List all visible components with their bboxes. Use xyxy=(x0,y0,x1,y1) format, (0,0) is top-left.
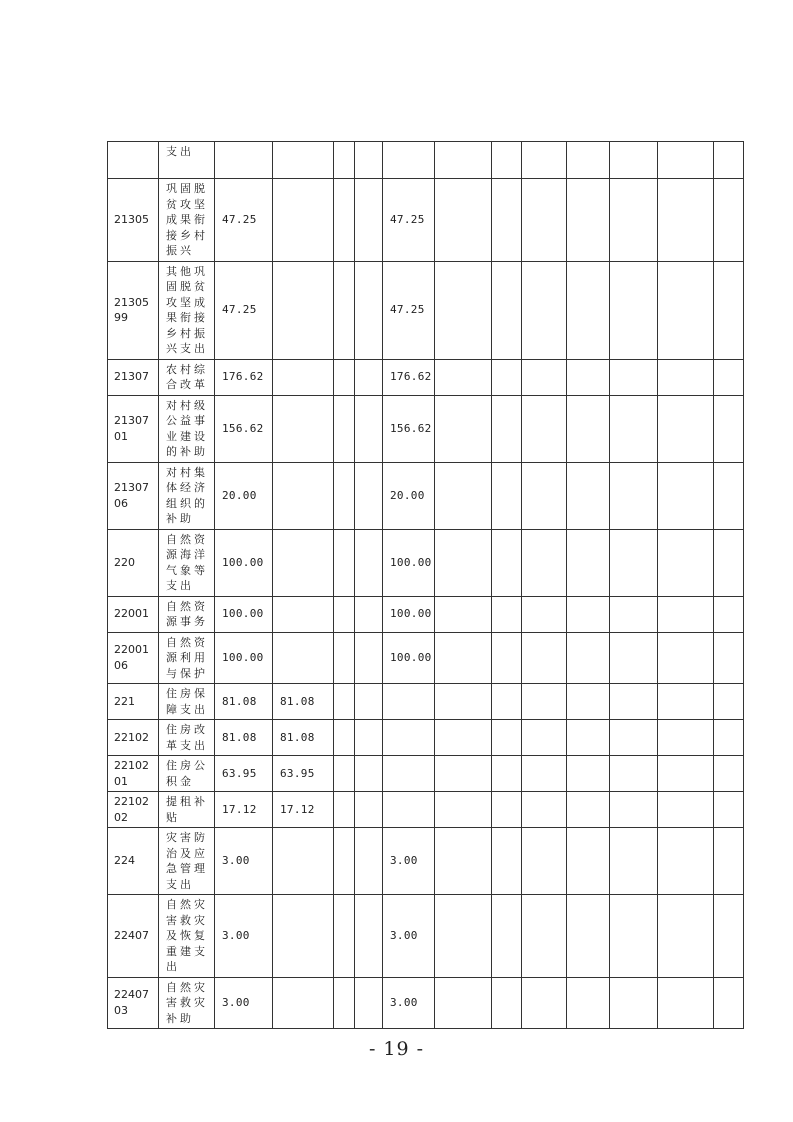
cell-empty xyxy=(355,684,383,720)
cell-empty xyxy=(522,142,567,179)
cell-empty xyxy=(714,828,744,895)
cell-empty xyxy=(355,895,383,978)
cell-empty xyxy=(658,756,714,792)
cell-empty xyxy=(355,529,383,596)
cell-empty xyxy=(658,977,714,1029)
cell-project-expenditure: 100.00 xyxy=(383,632,435,684)
cell-project-expenditure xyxy=(383,756,435,792)
table-row xyxy=(108,359,744,395)
cell-empty xyxy=(435,462,492,529)
cell-empty xyxy=(567,462,610,529)
cell-empty xyxy=(714,395,744,462)
cell-subject-code: 2130701 xyxy=(108,395,159,462)
cell-subject-name: 住房保障支出 xyxy=(159,684,215,720)
cell-empty xyxy=(435,395,492,462)
cell-empty xyxy=(435,828,492,895)
cell-empty xyxy=(522,261,567,359)
cell-empty xyxy=(714,261,744,359)
cell-empty xyxy=(714,596,744,632)
cell-subject-code: 2210202 xyxy=(108,792,159,828)
cell-project-expenditure xyxy=(383,684,435,720)
cell-empty xyxy=(435,179,492,262)
cell-subject-code: 2210201 xyxy=(108,756,159,792)
cell-empty xyxy=(334,596,355,632)
cell-empty xyxy=(522,462,567,529)
cell-empty xyxy=(567,142,610,179)
cell-empty xyxy=(492,632,522,684)
cell-empty xyxy=(355,179,383,262)
cell-empty xyxy=(714,720,744,756)
cell-empty xyxy=(492,977,522,1029)
cell-empty xyxy=(610,684,658,720)
table-row xyxy=(108,596,744,632)
cell-project-expenditure: 100.00 xyxy=(383,529,435,596)
cell-empty xyxy=(610,179,658,262)
cell-empty xyxy=(334,462,355,529)
cell-subject-code: 2200106 xyxy=(108,632,159,684)
cell-basic-expenditure xyxy=(273,261,334,359)
cell-subject-name: 住房改革支出 xyxy=(159,720,215,756)
cell-subject-name: 巩固脱贫攻坚成果衔接乡村振兴 xyxy=(159,179,215,262)
cell-empty xyxy=(714,632,744,684)
table-row xyxy=(108,529,744,596)
cell-empty xyxy=(355,977,383,1029)
cell-empty xyxy=(355,261,383,359)
cell-subject-name: 自然灾害救灾补助 xyxy=(159,977,215,1029)
cell-empty xyxy=(610,395,658,462)
table-row xyxy=(108,895,744,978)
cell-total: 63.95 xyxy=(215,756,273,792)
cell-total: 176.62 xyxy=(215,359,273,395)
cell-subject-name: 自然资源利用与保护 xyxy=(159,632,215,684)
cell-basic-expenditure xyxy=(273,895,334,978)
cell-empty xyxy=(522,529,567,596)
cell-total: 20.00 xyxy=(215,462,273,529)
cell-empty xyxy=(567,632,610,684)
cell-empty xyxy=(522,359,567,395)
cell-empty xyxy=(714,792,744,828)
cell-empty xyxy=(567,179,610,262)
cell-subject-name: 对村级公益事业建设的补助 xyxy=(159,395,215,462)
cell-empty xyxy=(334,895,355,978)
budget-table xyxy=(107,141,744,1029)
cell-basic-expenditure: 17.12 xyxy=(273,792,334,828)
cell-empty xyxy=(658,792,714,828)
cell-empty xyxy=(334,792,355,828)
cell-subject-name: 自然资源事务 xyxy=(159,596,215,632)
cell-empty xyxy=(658,529,714,596)
cell-empty xyxy=(355,792,383,828)
cell-empty xyxy=(610,632,658,684)
cell-subject-name: 自然资源海洋气象等支出 xyxy=(159,529,215,596)
cell-empty xyxy=(714,179,744,262)
table-row xyxy=(108,462,744,529)
cell-empty xyxy=(334,142,355,179)
cell-empty xyxy=(492,684,522,720)
cell-empty xyxy=(522,684,567,720)
cell-subject-code: 21305 xyxy=(108,179,159,262)
cell-empty xyxy=(435,142,492,179)
cell-empty xyxy=(522,395,567,462)
cell-empty xyxy=(658,261,714,359)
cell-project-expenditure: 47.25 xyxy=(383,179,435,262)
cell-empty xyxy=(355,828,383,895)
cell-basic-expenditure xyxy=(273,142,334,179)
cell-subject-code xyxy=(108,142,159,179)
cell-empty xyxy=(522,792,567,828)
cell-empty xyxy=(334,684,355,720)
cell-subject-code: 221 xyxy=(108,684,159,720)
cell-basic-expenditure xyxy=(273,179,334,262)
cell-empty xyxy=(492,529,522,596)
cell-empty xyxy=(355,395,383,462)
cell-total: 3.00 xyxy=(215,828,273,895)
cell-empty xyxy=(334,179,355,262)
cell-empty xyxy=(522,632,567,684)
cell-empty xyxy=(492,596,522,632)
cell-empty xyxy=(522,720,567,756)
cell-empty xyxy=(355,720,383,756)
cell-empty xyxy=(435,977,492,1029)
cell-empty xyxy=(610,895,658,978)
cell-total: 81.08 xyxy=(215,684,273,720)
cell-empty xyxy=(567,756,610,792)
cell-subject-code: 22407 xyxy=(108,895,159,978)
cell-subject-code: 2240703 xyxy=(108,977,159,1029)
cell-subject-code: 2130599 xyxy=(108,261,159,359)
cell-empty xyxy=(334,632,355,684)
cell-empty xyxy=(355,632,383,684)
cell-empty xyxy=(610,720,658,756)
cell-empty xyxy=(435,359,492,395)
cell-empty xyxy=(714,529,744,596)
cell-empty xyxy=(658,142,714,179)
cell-empty xyxy=(492,179,522,262)
table-row xyxy=(108,792,744,828)
cell-empty xyxy=(492,395,522,462)
cell-empty xyxy=(435,792,492,828)
cell-basic-expenditure xyxy=(273,977,334,1029)
cell-basic-expenditure xyxy=(273,596,334,632)
cell-empty xyxy=(435,756,492,792)
cell-subject-name: 提租补贴 xyxy=(159,792,215,828)
cell-empty xyxy=(492,261,522,359)
cell-basic-expenditure xyxy=(273,828,334,895)
table-row xyxy=(108,756,744,792)
cell-empty xyxy=(714,684,744,720)
cell-project-expenditure: 156.62 xyxy=(383,395,435,462)
cell-project-expenditure: 100.00 xyxy=(383,596,435,632)
cell-empty xyxy=(355,142,383,179)
cell-empty xyxy=(610,756,658,792)
cell-empty xyxy=(492,142,522,179)
table-row xyxy=(108,395,744,462)
cell-subject-code: 220 xyxy=(108,529,159,596)
cell-empty xyxy=(492,895,522,978)
cell-total: 47.25 xyxy=(215,261,273,359)
cell-empty xyxy=(435,895,492,978)
cell-project-expenditure: 3.00 xyxy=(383,895,435,978)
cell-basic-expenditure xyxy=(273,359,334,395)
cell-total: 47.25 xyxy=(215,179,273,262)
cell-empty xyxy=(567,792,610,828)
cell-empty xyxy=(658,179,714,262)
cell-project-expenditure: 20.00 xyxy=(383,462,435,529)
cell-total: 100.00 xyxy=(215,632,273,684)
cell-empty xyxy=(658,395,714,462)
cell-empty xyxy=(567,395,610,462)
cell-empty xyxy=(435,684,492,720)
table-row xyxy=(108,828,744,895)
cell-empty xyxy=(355,462,383,529)
cell-project-expenditure: 47.25 xyxy=(383,261,435,359)
page-number: - 19 - xyxy=(368,1038,425,1060)
cell-empty xyxy=(334,395,355,462)
cell-empty xyxy=(610,529,658,596)
cell-empty xyxy=(658,359,714,395)
cell-empty xyxy=(492,462,522,529)
cell-empty xyxy=(492,756,522,792)
cell-empty xyxy=(492,720,522,756)
cell-total: 17.12 xyxy=(215,792,273,828)
cell-empty xyxy=(522,596,567,632)
cell-empty xyxy=(610,977,658,1029)
cell-empty xyxy=(658,684,714,720)
cell-project-expenditure: 176.62 xyxy=(383,359,435,395)
cell-empty xyxy=(658,596,714,632)
cell-empty xyxy=(435,632,492,684)
cell-subject-name: 农村综合改革 xyxy=(159,359,215,395)
cell-empty xyxy=(334,756,355,792)
cell-empty xyxy=(714,359,744,395)
cell-empty xyxy=(435,261,492,359)
cell-empty xyxy=(522,895,567,978)
cell-empty xyxy=(714,462,744,529)
cell-project-expenditure xyxy=(383,142,435,179)
cell-basic-expenditure xyxy=(273,529,334,596)
cell-basic-expenditure xyxy=(273,632,334,684)
cell-empty xyxy=(610,596,658,632)
cell-subject-name: 灾害防治及应急管理支出 xyxy=(159,828,215,895)
cell-subject-name: 其他巩固脱贫攻坚成果衔接乡村振兴支出 xyxy=(159,261,215,359)
cell-empty xyxy=(355,359,383,395)
cell-empty xyxy=(334,359,355,395)
cell-subject-name: 自然灾害救灾及恢复重建支出 xyxy=(159,895,215,978)
cell-empty xyxy=(522,756,567,792)
cell-total: 100.00 xyxy=(215,596,273,632)
cell-empty xyxy=(567,720,610,756)
cell-total: 3.00 xyxy=(215,977,273,1029)
cell-empty xyxy=(334,720,355,756)
cell-subject-name: 对村集体经济组织的补助 xyxy=(159,462,215,529)
cell-subject-name: 住房公积金 xyxy=(159,756,215,792)
cell-empty xyxy=(567,529,610,596)
cell-empty xyxy=(522,179,567,262)
cell-empty xyxy=(334,977,355,1029)
cell-project-expenditure xyxy=(383,792,435,828)
cell-empty xyxy=(355,756,383,792)
cell-project-expenditure xyxy=(383,720,435,756)
table-row xyxy=(108,720,744,756)
cell-basic-expenditure xyxy=(273,395,334,462)
cell-subject-code: 2130706 xyxy=(108,462,159,529)
cell-basic-expenditure: 81.08 xyxy=(273,684,334,720)
cell-basic-expenditure: 63.95 xyxy=(273,756,334,792)
cell-total: 3.00 xyxy=(215,895,273,978)
cell-empty xyxy=(334,529,355,596)
cell-empty xyxy=(492,359,522,395)
cell-subject-code: 21307 xyxy=(108,359,159,395)
cell-empty xyxy=(567,895,610,978)
cell-empty xyxy=(522,977,567,1029)
cell-total: 81.08 xyxy=(215,720,273,756)
cell-empty xyxy=(567,828,610,895)
cell-subject-code: 22001 xyxy=(108,596,159,632)
cell-total: 156.62 xyxy=(215,395,273,462)
cell-empty xyxy=(492,828,522,895)
cell-empty xyxy=(567,261,610,359)
cell-empty xyxy=(610,462,658,529)
cell-project-expenditure: 3.00 xyxy=(383,977,435,1029)
cell-project-expenditure: 3.00 xyxy=(383,828,435,895)
budget-table-body xyxy=(108,142,744,1029)
cell-total xyxy=(215,142,273,179)
cell-basic-expenditure: 81.08 xyxy=(273,720,334,756)
cell-empty xyxy=(522,828,567,895)
table-row xyxy=(108,632,744,684)
cell-empty xyxy=(492,792,522,828)
cell-empty xyxy=(714,142,744,179)
cell-empty xyxy=(610,828,658,895)
cell-empty xyxy=(334,828,355,895)
cell-empty xyxy=(658,632,714,684)
table-row xyxy=(108,977,744,1029)
cell-empty xyxy=(567,977,610,1029)
cell-subject-name: 支出 xyxy=(159,142,215,179)
cell-subject-code: 22102 xyxy=(108,720,159,756)
cell-empty xyxy=(658,462,714,529)
cell-empty xyxy=(435,529,492,596)
table-row xyxy=(108,142,744,179)
table-row xyxy=(108,179,744,262)
cell-empty xyxy=(334,261,355,359)
cell-empty xyxy=(435,596,492,632)
cell-empty xyxy=(435,720,492,756)
cell-empty xyxy=(658,828,714,895)
cell-empty xyxy=(567,596,610,632)
cell-empty xyxy=(567,684,610,720)
cell-empty xyxy=(714,895,744,978)
cell-total: 100.00 xyxy=(215,529,273,596)
cell-basic-expenditure xyxy=(273,462,334,529)
cell-empty xyxy=(610,792,658,828)
table-row xyxy=(108,684,744,720)
cell-subject-code: 224 xyxy=(108,828,159,895)
cell-empty xyxy=(610,142,658,179)
cell-empty xyxy=(658,895,714,978)
cell-empty xyxy=(658,720,714,756)
cell-empty xyxy=(355,596,383,632)
cell-empty xyxy=(610,261,658,359)
cell-empty xyxy=(567,359,610,395)
cell-empty xyxy=(610,359,658,395)
cell-empty xyxy=(714,756,744,792)
cell-empty xyxy=(714,977,744,1029)
table-row xyxy=(108,261,744,359)
